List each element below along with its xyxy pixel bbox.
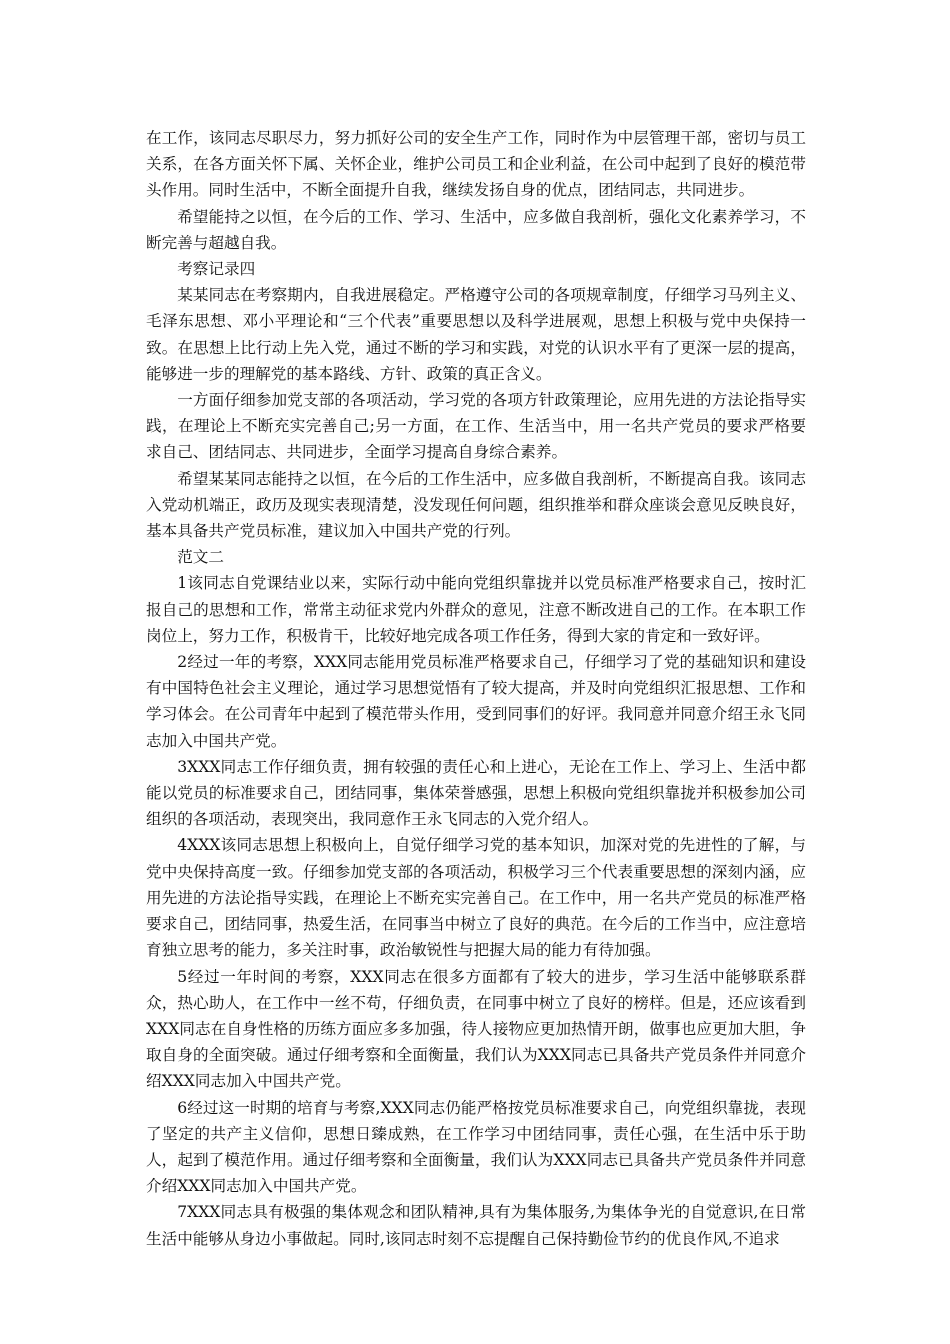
record-four-p2: 一方面仔细参加党支部的各项活动，学习党的各项方针政策理论，应用先进的方法论指导实践，在理论上不断充实完善自己;另一方面，在工作、生活当中，用一名共产党员的要求严格要求自己、团结同志、共同进步，全面学习提高自身综合素养。 [146,391,806,462]
document-page [146,125,806,1252]
sample-two-heading: 范文二 [177,548,224,567]
record-four-heading: 考察记录四 [177,260,256,279]
sample-two-item-4: 4XXX该同志思想上积极向上，自觉仔细学习党的基本知识，加深对党的先进性的了解，与党中央保持高度一致。仔细参加党支部的各项活动，积极学习三个代表重要思想的深刻内涵，应用先进的方法论指导实践，在理论上不断充实完善自己。在工作中，用一名共产党员的标准严格要求自己，团结同事，热爱生活，在同事当中树立了良好的典范。在今后的工作当中，应注意培育独立思考的能力，多关注时事，政治敏锐性与把握大局的能力有待加强。 [146,836,806,960]
sample-two-item-3: 3XXX同志工作仔细负责，拥有较强的责任心和上进心，无论在工作上、学习上、生活中都能以党员的标准要求自己，团结同事，集体荣誉感强，思想上积极向党组织靠拢并积极参加公司组织的各项活动，表现突出，我同意作王永飞同志的入党介绍人。 [146,757,806,829]
sample-two-item-2: 2经过一年的考察，XXX同志能用党员标准严格要求自己，仔细学习了党的基础知识和建设有中国特色社会主义理论，通过学习思想觉悟有了较大提高，并及时向党组织汇报思想、工作和学习体会。在公司青年中起到了模范带头作用，受到同事们的好评。我同意并同意介绍王永飞同志加入中国共产党。 [146,653,806,750]
sample-two-item-6: 6经过这一时期的培育与考察,XXX同志仍能严格按党员标准要求自己，向党组织靠拢，表现了坚定的共产主义信仰，思想日臻成熟，在工作学习中团结同事，责任心强，在生活中乐于助人，起到了模范作用。通过仔细考察和全面衡量，我们认为XXX同志已具备共产党员条件并同意介绍XXX同志加入中国共产党。 [146,1098,806,1196]
sample-two-item-7: 7XXX同志具有极强的集体观念和团队精神,具有为集体服务,为集体争光的自觉意识,在日常生活中能够从身边小事做起。同时,该同志时刻不忘提醒自己保持勤俭节约的优良作风,不追求 [146,1203,806,1248]
record-four-p1: 某某同志在考察期内，自我进展稳定。严格遵守公司的各项规章制度，仔细学习马列主义、毛泽东思想、邓小平理论和“三个代表”重要思想以及科学进展观，思想上积极与党中央保持一致。在思想上比行动上先入党，通过不断的学习和实践，对党的认识水平有了更深一层的提高，能够进一步的理解党的基本路线、方针、政策的真正含义。 [146,286,806,383]
record-four-p3: 希望某某同志能持之以恒，在今后的工作生活中，应多做自我剖析，不断提高自我。该同志入党动机端正，政历及现实表现清楚，没发现任何问题，组织推举和群众座谈会意见反映良好，基本具备共产党员标准，建议加入中国共产党的行列。 [146,469,806,541]
hope-paragraph: 希望能持之以恒，在今后的工作、学习、生活中，应多做自我剖析，强化文化素养学习，不断完善与超越自我。 [146,207,806,252]
sample-two-item-5: 5经过一年时间的考察，XXX同志在很多方面都有了较大的进步，学习生活中能够联系群众，热心助人，在工作中一丝不苟，仔细负责，在同事中树立了良好的榜样。但是，还应该看到XXX同志在自身性格的历练方面应多多加强，待人接物应更加热情开朗，做事也应更加大胆，争取自身的全面突破。通过仔细考察和全面衡量，我们认为XXX同志已具备共产党员条件并同意介绍XXX同志加入中国共产党。 [146,967,806,1091]
sample-two-item-1: 1该同志自党课结业以来，实际行动中能向党组织靠拢并以党员标准严格要求自己，按时汇报自己的思想和工作，常常主动征求党内外群众的意见，注意不断改进自己的工作。在本职工作岗位上，努力工作，积极肯干，比较好地完成各项工作任务，得到大家的肯定和一致好评。 [146,574,806,645]
intro-continuation: 在工作，该同志尽职尽力，努力抓好公司的安全生产工作，同时作为中层管理干部，密切与员工关系，在各方面关怀下属、关怀企业，维护公司员工和企业利益，在公司中起到了良好的模范带头作用。同时生活中，不断全面提升自我，继续发扬自身的优点，团结同志，共同进步。 [146,129,806,200]
